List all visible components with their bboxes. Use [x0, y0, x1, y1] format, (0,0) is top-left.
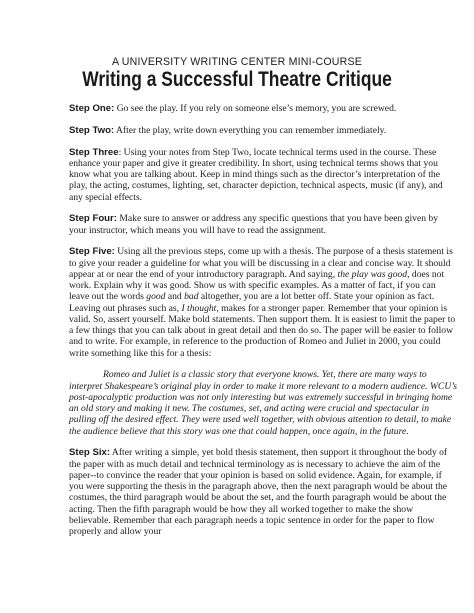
step-five-text-1: Using all the previous steps, come up with a thesis. The purpose of a thesis statement is to give your reader a guideline for what you will be discussing in a clear and concise way. It should appear at or near the end of your introductory paragraph. And saying,: [69, 246, 453, 280]
document-body: [69, 103, 457, 548]
step-four-text: Make sure to answer or address any specific questions that you have been given by your instructor, which means you will have to read the assignment.: [69, 213, 438, 236]
step-six-text: After writing a simple, yet bold thesis statement, then support it throughout the body of the paper with as much detail and technical terminology as is necessary to achieve the aim of the paper--to convince the reader that your opinion is based on solid evidence. Again, for example, if you were supporting the thesis in the paragraph above, then the next paragraph would be about the costumes, the third paragraph would be about the set, and the fourth paragraph would be about the acting. Then the fifth paragraph would be how they all worked together to make the show believable. Remember that each paragraph needs a topic sentence in order for the paper to flow properly and allow your: [69, 447, 448, 537]
step-two-text: After the play, write down everything you can remember immediately.: [114, 124, 387, 136]
step-five-italic-3: bad: [184, 291, 199, 303]
step-five-italic-2: good: [146, 291, 166, 303]
step-five-italic-1: the play was good: [337, 268, 408, 280]
step-six-label: Step Six:: [69, 447, 111, 459]
step-five-italic-4: I thought: [181, 302, 217, 314]
thesis-example-quote: Romeo and Juliet is a classic story that everyone knows. Yet, there are many ways to interpret Shakespeare’s original play in order to make it more relevant to a modern audience. WCU’s post-apocalyptic production was not only interesting but was extremely successful in bringing home an old story and making it new. The costumes, set, and acting were crucial and spectacular in pulling off the desired effect. They were used well together, with obvious attention to detail, to make the audience believe that this story was one that could happen, once again, in the future.: [69, 369, 457, 437]
step-five-text-5: , makes for a stronger paper. Remember that your opinion is valid. So, assert yourself. Make bold statements. Then support them. It is easiest to limit the paper to a few things that you can talk about in great detail and then do so. The paper will be easier to follow and to write. For example, in reference to the production of Romeo and Juliet in 2000, you could write something like this for a thesis:: [69, 302, 456, 359]
step-one-label: Step One:: [69, 103, 115, 114]
step-five-text-3: and: [165, 291, 185, 303]
page-title: Writing a Successful Theatre Critique: [82, 68, 392, 91]
supertitle: A UNIVERSITY WRITING CENTER MINI-COURSE: [111, 56, 363, 68]
step-three-paragraph: [69, 147, 457, 203]
step-four-paragraph: [69, 213, 457, 236]
step-one-text: Go see the play. If you rely on someone else’s memory, you are screwed.: [114, 103, 397, 114]
step-five-text-4: altogether, you are a lot better off. State your opinion as fact. Leaving out phrases such as,: [69, 291, 435, 314]
step-two-paragraph: [69, 125, 457, 136]
step-one-paragraph: [69, 103, 457, 114]
step-three-label: Step Three: [69, 146, 119, 158]
step-four-label: Step Four:: [69, 213, 117, 225]
step-five-paragraph: [69, 246, 457, 359]
step-three-text: : Using your notes from Step Two, locate technical terms used in the course. These enhance your paper and give it greater credibility. In short, using technical terms shows that you know what you are talking about. Keep in mind things such as the director’s interpretation of the play, the acting, costumes, lighting, set, character depiction, technical aspects, music (if any), and any special effects.: [69, 146, 443, 203]
step-five-label: Step Five:: [69, 246, 115, 258]
step-five-text-2: , does not work. Explain why it was good. Show us with specific examples. As a matter of fact, if you can leave out the words: [69, 268, 445, 303]
step-six-paragraph: [69, 447, 457, 537]
step-two-label: Step Two:: [69, 124, 115, 136]
